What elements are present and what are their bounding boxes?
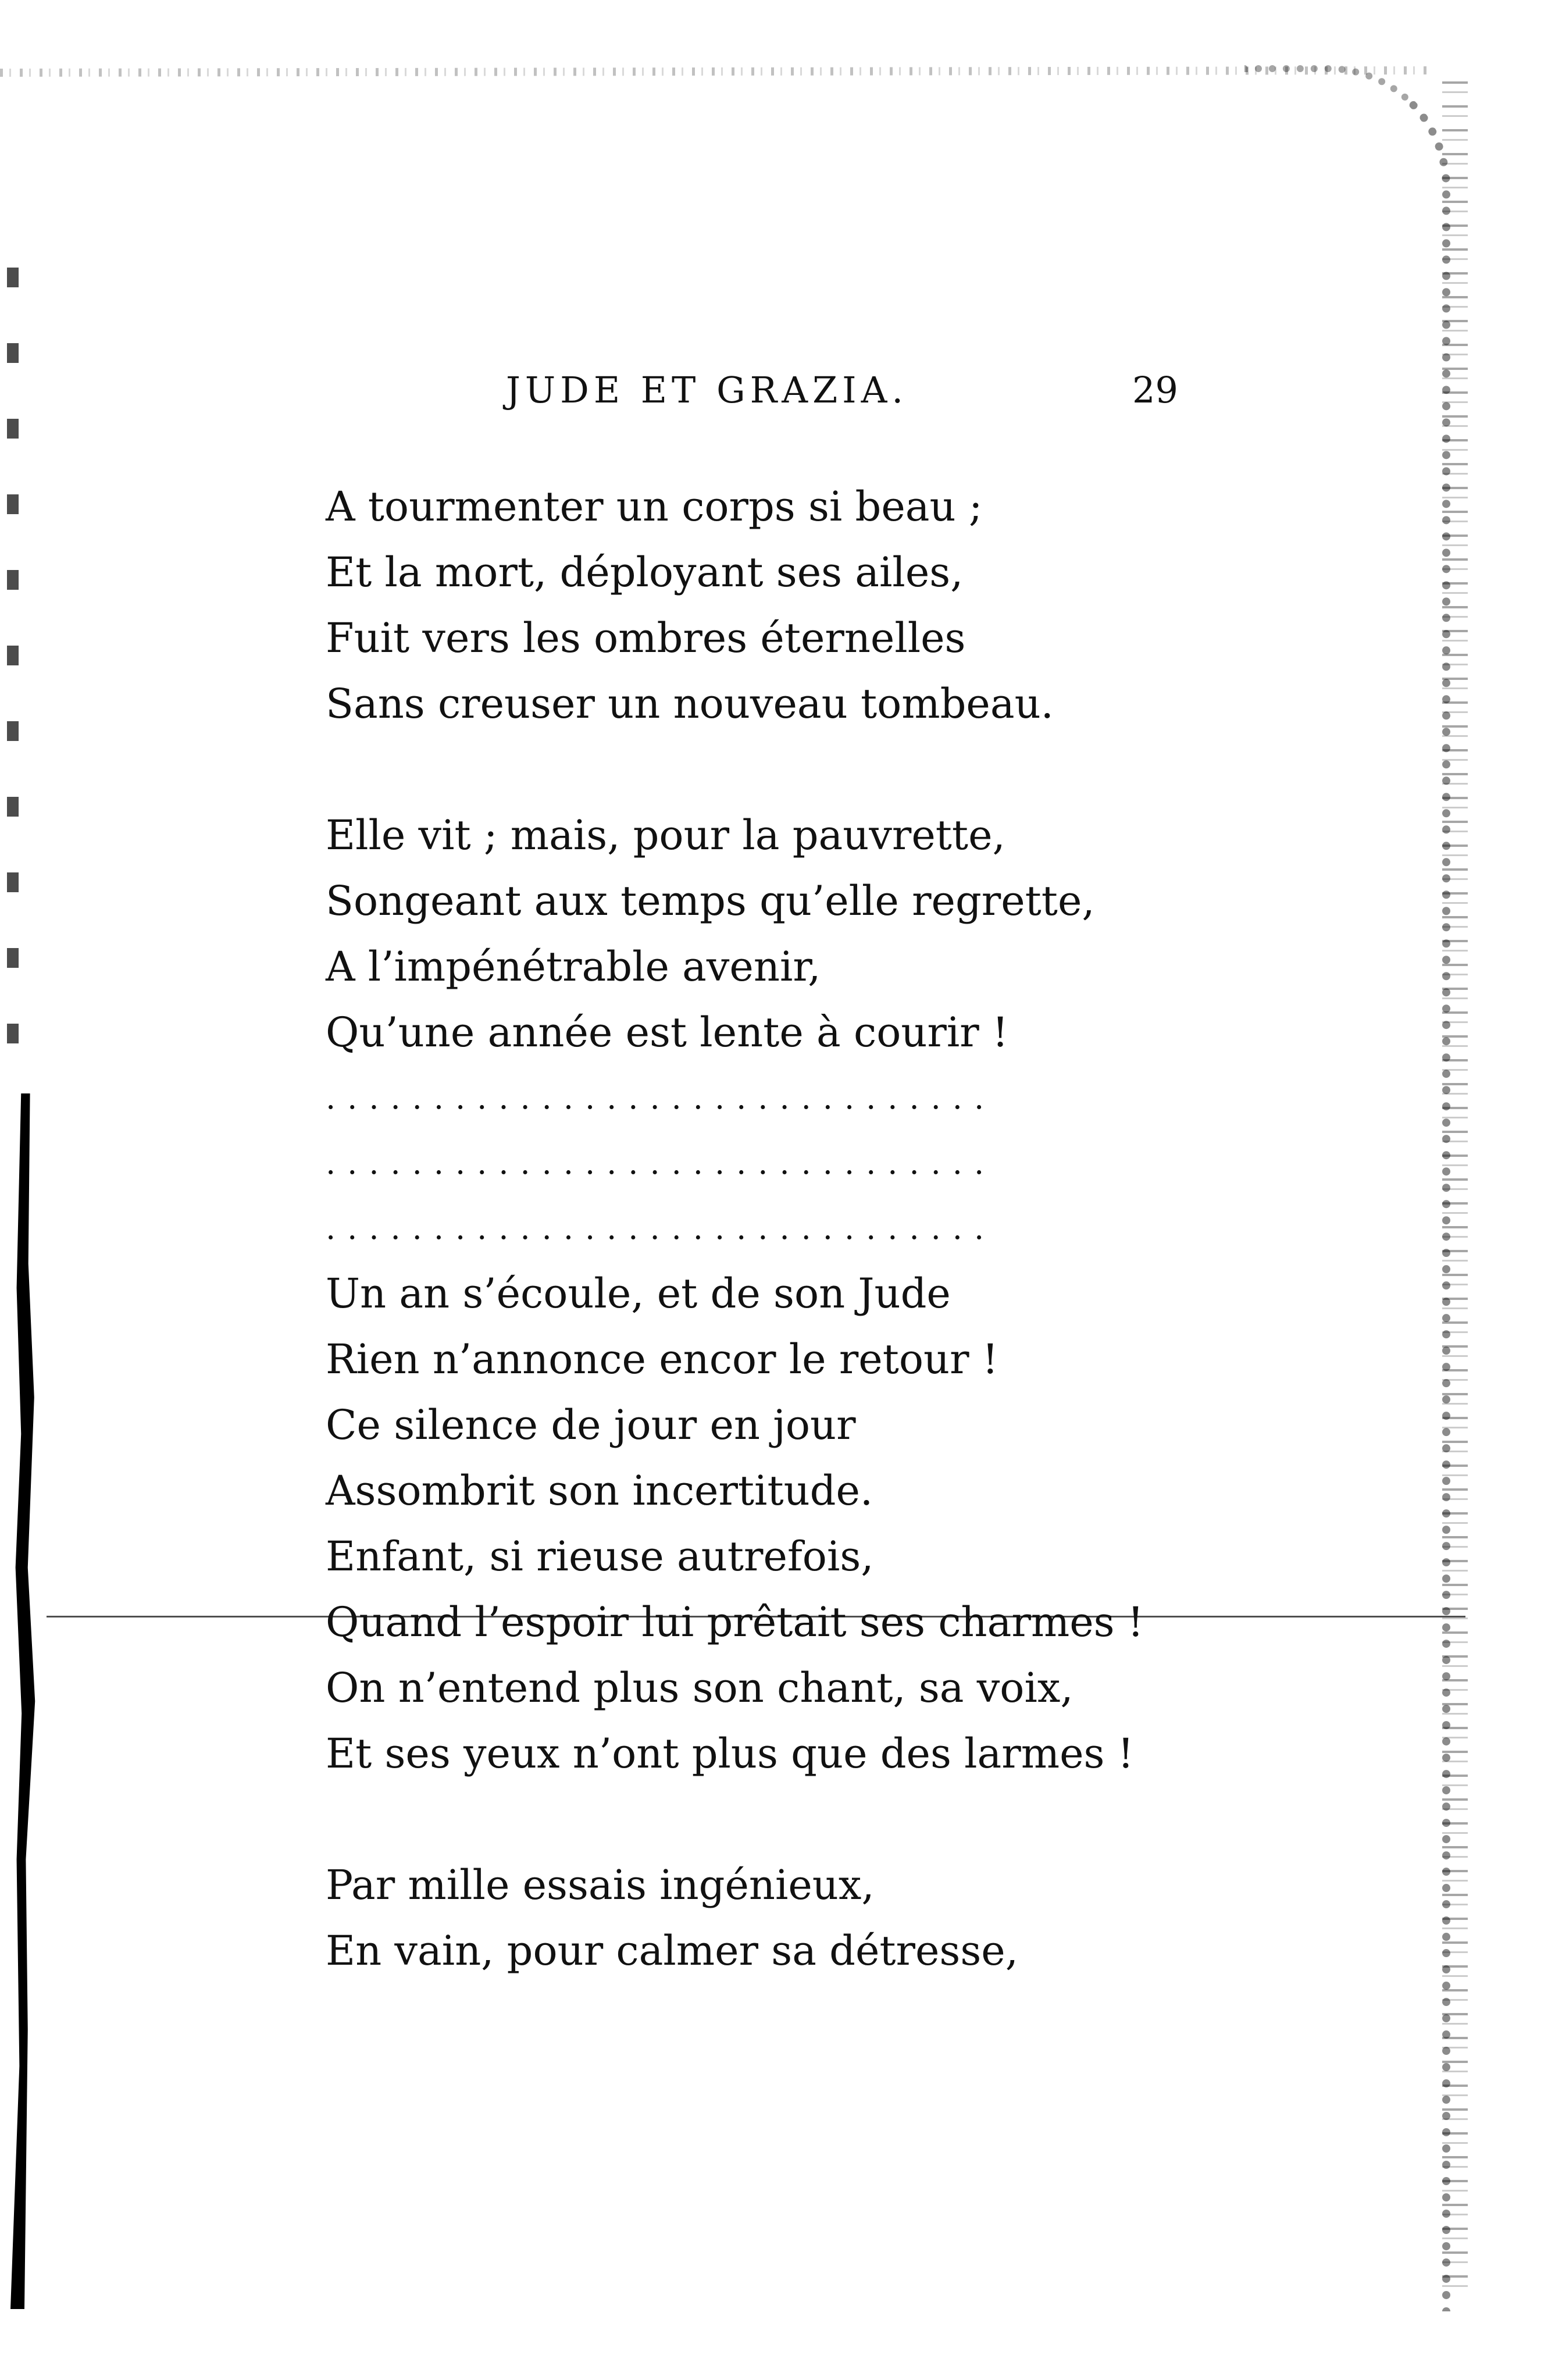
stanza-3 (326, 1261, 1198, 1787)
stanza-2 (326, 803, 1198, 1066)
stanza-4 (326, 1852, 1198, 1984)
verse-line: On n’entend plus son chant, sa voix, (326, 1664, 1073, 1712)
scan-top-edge (0, 58, 1431, 81)
verse-line: Quand l’espoir lui prêtait ses charmes ! (326, 1598, 1144, 1646)
stanza-1 (326, 474, 1198, 737)
page-number: 29 (1132, 369, 1178, 411)
verse-line: Par mille essais ingénieux, (326, 1861, 875, 1909)
running-head: JUDE ET GRAZIA. (506, 369, 908, 411)
poem-text (326, 474, 1198, 1984)
verse-line: Et ses yeux n’ont plus que des larmes ! (326, 1730, 1134, 1777)
stanza-gap (326, 1787, 1198, 1852)
ellipsis-line: ............................... (326, 1210, 996, 1246)
ellipsis-line: ............................... (326, 1145, 996, 1181)
verse-line: Fuit vers les ombres éternelles (326, 614, 966, 662)
verse-line: A tourmenter un corps si beau ; (326, 483, 983, 530)
verse-line: Rien n’annonce encor le retour ! (326, 1335, 998, 1383)
verse-line: Elle vit ; mais, pour la pauvrette, (326, 811, 1005, 859)
stanza-gap (326, 737, 1198, 803)
verse-line: Assombrit son incertitude. (326, 1467, 873, 1515)
scan-right-edge-speckles (1442, 81, 1468, 2292)
verse-line: Songeant aux temps qu’elle regrette, (326, 877, 1095, 925)
verse-line: Sans creuser un nouveau tombeau. (326, 680, 1054, 728)
verse-line: A l’impénétrable avenir, (326, 943, 821, 991)
scan-page-curl (1244, 65, 1450, 2311)
verse-line: Qu’une année est lente à courir ! (326, 1009, 1009, 1056)
ellipsis-line: ............................... (326, 1079, 996, 1116)
verse-line: En vain, pour calmer sa détresse, (326, 1927, 1018, 1975)
scan-left-margin-marks (7, 268, 19, 1053)
verse-line: Et la mort, déployant ses ailes, (326, 548, 964, 596)
scan-binding-shadow (10, 1093, 38, 2309)
ellipsis-block (326, 1066, 1198, 1261)
verse-line: Un an s’écoule, et de son Jude (326, 1270, 951, 1317)
verse-line: Enfant, si rieuse autrefois, (326, 1533, 874, 1580)
verse-line: Ce silence de jour en jour (326, 1401, 856, 1449)
